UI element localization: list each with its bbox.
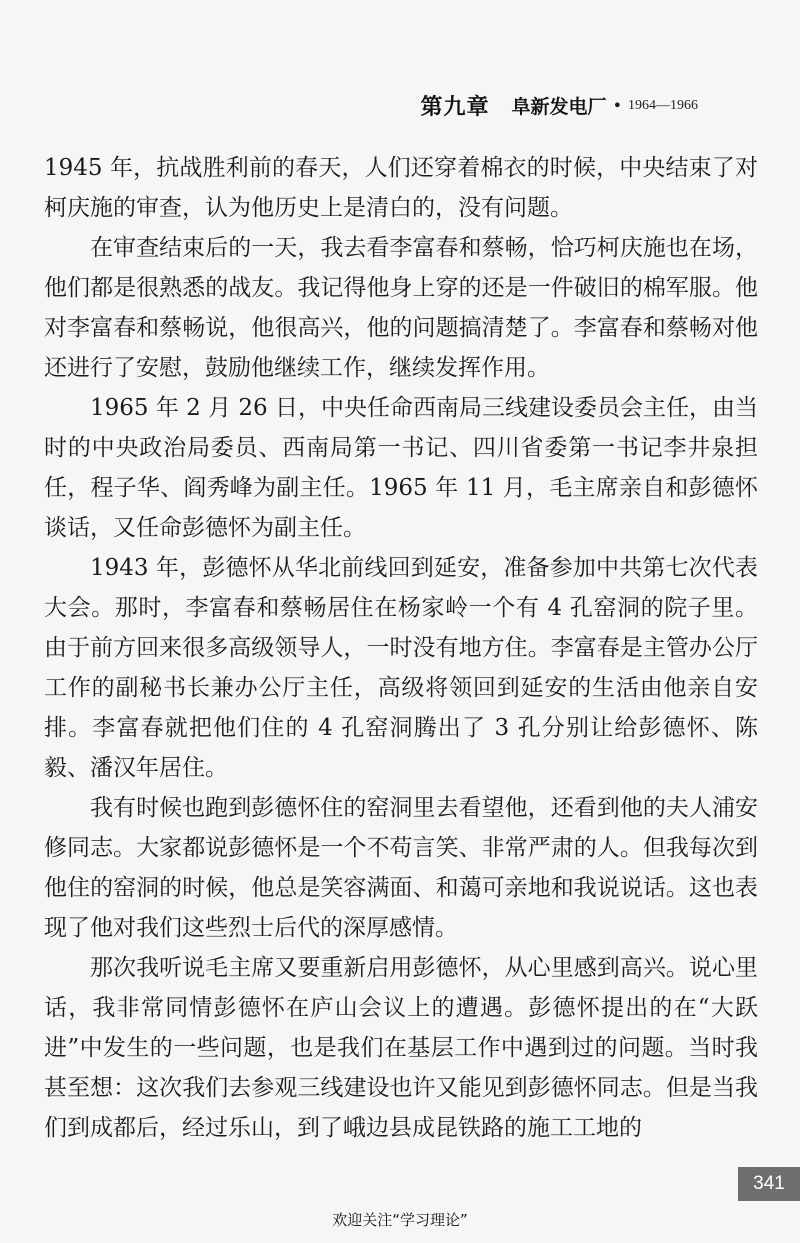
chapter-title: 阜新发电厂: [511, 96, 607, 118]
paragraph: 1943 年，彭德怀从华北前线回到延安，准备参加中共第七次代表大会。那时，李富春和蔡畅居住在杨家岭一个有 4 孔窑洞的院子里。由于前方回来很多高级领导人，一时没有地方住。李富春是主管办公厅工作的副秘书长兼办公厅主任，高级将领回到延安的生活由他亲自安排。李富春就把他们住的 4 孔窑洞腾出了 3 孔分别让给彭德怀、陈毅、潘汉年居住。: [44, 555, 758, 781]
page-number: 341: [738, 1167, 800, 1201]
footer-note: 欢迎关注“学习理论”: [332, 1211, 468, 1229]
paragraph: 在审查结束后的一天，我去看李富春和蔡畅，恰巧柯庆施也在场，他们都是很熟悉的战友。我记得他身上穿的还是一件破旧的棉军服。他对李富春和蔡畅说，他很高兴，他的问题搞清楚了。李富春和蔡畅对他还进行了安慰，鼓励他继续工作，继续发挥作用。: [44, 235, 758, 381]
running-header: [421, 90, 698, 121]
chapter-years: 1964—1966: [628, 97, 698, 113]
paragraph: 那次我听说毛主席又要重新启用彭德怀，从心里感到高兴。说心里话，我非常同情彭德怀在庐山会议上的遭遇。彭德怀提出的在“大跃进”中发生的一些问题，也是我们在基层工作中遇到过的问题。当时我甚至想：这次我们去参观三线建设也许又能见到彭德怀同志。但是当我们到成都后，经过乐山，到了峨边县成昆铁路的施工工地的: [44, 955, 758, 1141]
paragraph: 1945 年，抗战胜利前的春天，人们还穿着棉衣的时候，中央结束了对柯庆施的审查，认为他历史上是清白的，没有问题。: [44, 155, 758, 221]
header-separator: •: [612, 96, 622, 115]
paragraph: 1965 年 2 月 26 日，中央任命西南局三线建设委员会主任，由当时的中央政治局委员、西南局第一书记、四川省委第一书记李井泉担任，程子华、阎秀峰为副主任。1965 年 11 月，毛主席亲自和彭德怀谈话，又任命彭德怀为副主任。: [44, 395, 758, 541]
paragraph: 我有时候也跑到彭德怀住的窑洞里去看望他，还看到他的夫人浦安修同志。大家都说彭德怀是一个不苟言笑、非常严肃的人。但我每次到他住的窑洞的时候，他总是笑容满面、和蔼可亲地和我说说话。这也表现了他对我们这些烈士后代的深厚感情。: [44, 795, 758, 941]
body-text: [44, 148, 758, 1148]
chapter-label: 第九章: [420, 95, 490, 120]
